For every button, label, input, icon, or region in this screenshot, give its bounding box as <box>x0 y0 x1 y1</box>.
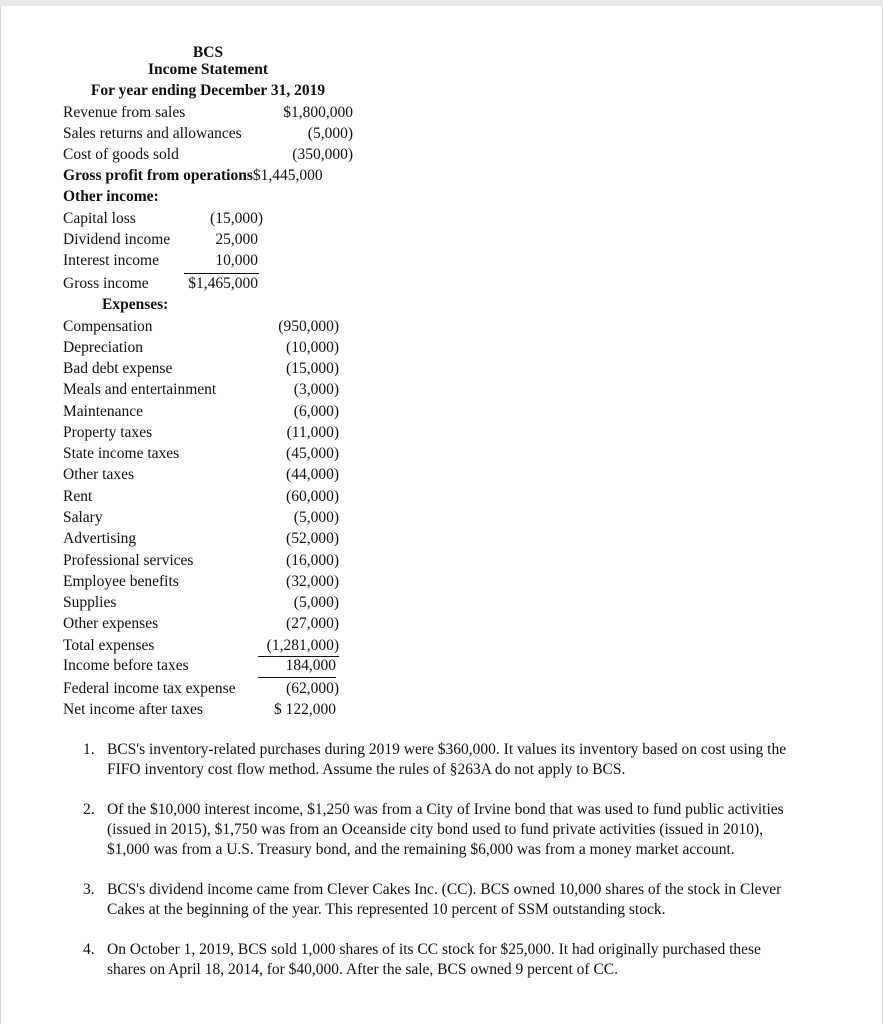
note-text: BCS's dividend income came from Clever Cakes Inc. (CC). BCS owned 10,000 shares of the stock in Clever Cakes at the beginning of the year. This represented 10 percent of SSM outstanding stock. <box>107 881 782 918</box>
expense-label: Salary <box>63 509 103 526</box>
other-income-value: 10,000 <box>215 252 258 269</box>
other-income-label: Interest income <box>63 252 159 269</box>
expense-value: (5,000) <box>293 509 339 526</box>
expense-label: Professional services <box>63 552 194 569</box>
expense-label: Compensation <box>63 318 153 335</box>
expense-label: Maintenance <box>63 403 144 420</box>
expense-label: Meals and entertainment <box>63 381 217 398</box>
net-income-label: Net income after taxes <box>63 701 203 718</box>
expenses-heading: Expenses: <box>102 296 169 313</box>
line-value: (5,000) <box>307 125 353 142</box>
line-value: (350,000) <box>292 146 353 163</box>
note-number: 4. <box>83 941 95 958</box>
expense-value: (11,000) <box>286 424 339 441</box>
company-name: BCS <box>192 44 224 61</box>
line-label: Cost of goods sold <box>63 146 179 163</box>
note-number: 2. <box>83 801 95 818</box>
subtotal-underline <box>184 273 259 274</box>
gross-income-value: $1,465,000 <box>188 275 258 292</box>
notes-list <box>83 740 803 1000</box>
gross-profit-label: Gross profit from operations <box>63 167 253 184</box>
list-item <box>83 940 803 980</box>
list-item <box>83 740 803 780</box>
note-text: On October 1, 2019, BCS sold 1,000 shares of its CC stock for $25,000. It had originally purchased these shares on April 18, 2014, for $40,000. After the sale, BCS owned 9 percent of CC. <box>107 941 761 978</box>
note-text: Of the $10,000 interest income, $1,250 was from a City of Irvine bond that was used to fund public activities (issued in 2015), $1,750 was from an Oceanside city bond used to fund private activities (issued in 2010), $1,000 was from a U.S. Treasury bond, and the remaining $6,000 was from a money market account. <box>107 801 784 858</box>
expense-value: (5,000) <box>293 594 339 611</box>
other-income-value: (15,000) <box>210 210 263 227</box>
expense-label: Advertising <box>63 530 137 547</box>
expense-label: Employee benefits <box>63 573 179 590</box>
expense-value: (15,000) <box>286 360 339 377</box>
list-item <box>83 880 803 920</box>
other-income-label: Capital loss <box>63 210 136 227</box>
gross-profit-value: $1,445,000 <box>252 167 323 184</box>
expense-value: (32,000) <box>286 573 339 590</box>
list-item <box>83 800 803 860</box>
expense-value: (6,000) <box>293 403 339 420</box>
expense-value: (27,000) <box>286 615 339 632</box>
income-before-taxes-label: Income before taxes <box>63 657 189 674</box>
expense-value: (950,000) <box>278 318 339 335</box>
other-income-heading: Other income: <box>63 188 159 205</box>
note-text: BCS's inventory-related purchases during 2019 were $360,000. It values its inventory based on cost using the FIFO inventory cost flow method. Assume the rules of §263A do not apply to BCS. <box>107 741 787 778</box>
gross-income-label: Gross income <box>63 275 149 292</box>
expense-label: State income taxes <box>63 445 180 462</box>
expense-label: Bad debt expense <box>63 360 173 377</box>
line-label: Sales returns and allowances <box>63 125 242 142</box>
expense-label: Rent <box>63 488 93 505</box>
expense-label: Other expenses <box>63 615 159 632</box>
expense-label: Other taxes <box>63 466 135 483</box>
note-number: 3. <box>83 881 95 898</box>
expense-label: Depreciation <box>63 339 144 356</box>
income-before-taxes-value: 184,000 <box>285 657 336 674</box>
gross-profit-row <box>63 167 323 185</box>
line-value: $1,800,000 <box>283 104 353 121</box>
expense-value: (16,000) <box>286 552 339 569</box>
statement-period: For year ending December 31, 2019 <box>90 82 326 99</box>
document-page <box>0 6 883 1024</box>
total-expenses-value: (1,281,000) <box>266 637 339 654</box>
line-label: Revenue from sales <box>63 104 186 121</box>
total-expenses-label: Total expenses <box>63 637 155 654</box>
expense-value: (60,000) <box>286 488 339 505</box>
expense-value: (45,000) <box>286 445 339 462</box>
note-number: 1. <box>83 741 95 758</box>
expense-value: (10,000) <box>286 339 339 356</box>
net-income-value: $ 122,000 <box>274 701 336 718</box>
expense-value: (52,000) <box>286 530 339 547</box>
federal-tax-label: Federal income tax expense <box>63 680 236 697</box>
expense-value: (44,000) <box>286 466 339 483</box>
other-income-value: 25,000 <box>215 231 258 248</box>
expense-value: (3,000) <box>293 381 339 398</box>
statement-title: Income Statement <box>147 61 269 78</box>
federal-tax-value: (62,000) <box>286 680 339 697</box>
income-underline <box>258 677 336 678</box>
expense-label: Property taxes <box>63 424 153 441</box>
other-income-label: Dividend income <box>63 231 171 248</box>
expense-label: Supplies <box>63 594 117 611</box>
